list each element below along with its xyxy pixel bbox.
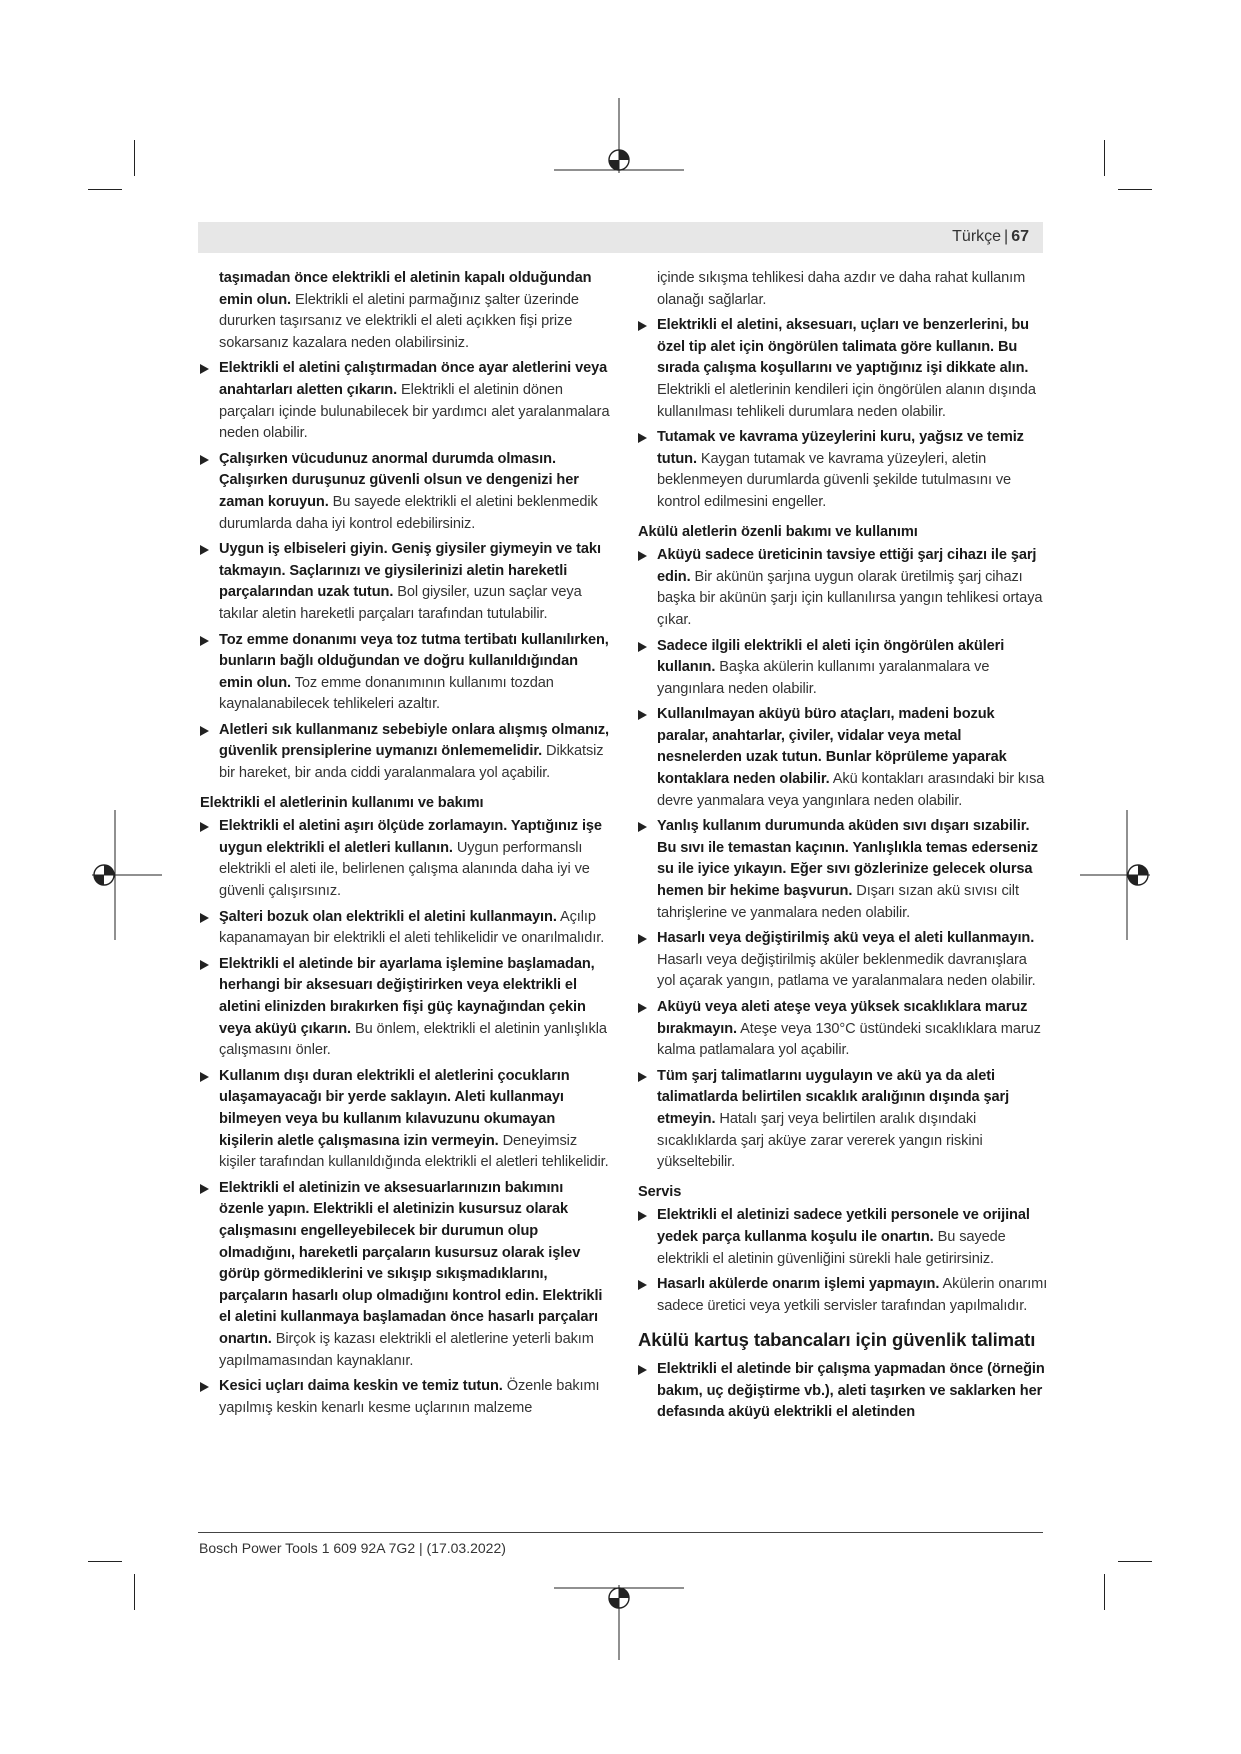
body-text: Dikkatsiz bir hareket, bir anda ciddi yaralanmalara yol açabilir.: [219, 743, 604, 782]
crop-mark: [1104, 1574, 1105, 1610]
safety-item: [638, 997, 1048, 1062]
header-language: Türkçe: [952, 228, 1002, 245]
bullet-arrow-icon: [638, 433, 647, 443]
bold-text: Sadece ilgili elektrikli el aleti için öngörülen aküleri kullanın.: [657, 637, 1005, 676]
body-text: Akülerin onarımı sadece üretici veya yetkili servisler tarafından yapılmalıdır.: [657, 1276, 1048, 1314]
bold-text: Kullanılmayan aküyü büro ataçları, madeni bozuk paralar, anahtarlar, çiviler, vidalar veya metal nesnelerden uzak tutun. Bunlar köprüleme yaparak kontaklara neden olabilir.: [657, 706, 1007, 788]
bold-text: Elektrikli el aletinde bir ayarlama işlemine başlamadan, herhangi bir aksesuarı değiştirirken veya elektrikli el aletini elinizden bırakırken fişi güç kaynağından çekin veya aküyü çıkarın.: [219, 955, 595, 1037]
right-column: [638, 268, 1048, 1428]
safety-list: [200, 816, 610, 1419]
safety-item: [638, 704, 1048, 812]
bold-text: Aletleri sık kullanmanız sebebiyle onlara alışmış olmanız, güvenlik prensiplerine uymanızı önlememelidir.: [219, 721, 610, 760]
bullet-arrow-icon: [200, 455, 209, 465]
body-text: Toz emme donanımının kullanımı tozdan kaynalanabilecek tehlikeleri azaltır.: [219, 674, 554, 713]
body-text: Açılıp kapanamayan bir elektrikli el aleti tehlikelidir ve onarılmalıdır.: [219, 908, 605, 947]
safety-item: [200, 1066, 610, 1174]
bullet-arrow-icon: [638, 1003, 647, 1013]
left-column: [200, 268, 610, 1423]
body-text: Akü kontakları arasındaki bir kısa devre yanmalara veya yangınlara neden olabilir.: [657, 771, 1045, 809]
body-text: Elektrikli el aletlerinin kendileri için öngörülen alanın dışında kullanılması tehlikeli durumlara neden olabilir.: [657, 381, 1036, 420]
safety-item: [638, 928, 1048, 993]
safety-list: [638, 1359, 1048, 1424]
body-text: Elektrikli el aletinin dönen parçaları içinde bulunabilecek bir yardımcı alet yaralanmalara neden olabilir.: [219, 381, 610, 442]
section-heading: Servis: [638, 1183, 682, 1200]
bold-text: Aküyü veya aleti ateşe veya yüksek sıcaklıklara maruz bırakmayın.: [657, 999, 1028, 1037]
page-number: 67: [1011, 228, 1029, 245]
body-text: Birçok iş kazası elektrikli el aletlerine yeterli bakım yapılmamasından kaynaklanır.: [219, 1330, 594, 1369]
safety-item: [638, 1066, 1048, 1174]
safety-list: [638, 315, 1048, 513]
registration-mark-icon: [92, 810, 162, 940]
bullet-arrow-icon: [638, 822, 647, 832]
crop-mark: [134, 140, 135, 176]
safety-item: [200, 1376, 610, 1419]
body-text: içinde sıkışma tehlikesi daha azdır ve daha rahat kullanım olanağı sağlarlar.: [657, 270, 1026, 308]
page-header: [198, 222, 1043, 253]
bold-text: Yanlış kullanım durumunda aküden sıvı dışarı sızabilir. Bu sıvı ile temastan kaçının. Yanlışlıkla temas ederseniz su ile iyice yıkayın. Eğer sıvı gözlerinize gelecek olursa hemen bir hekime başvurun.: [657, 818, 1038, 900]
safety-list: [200, 358, 610, 784]
safety-item: [200, 358, 610, 444]
safety-item: [638, 545, 1048, 631]
crop-mark: [88, 189, 122, 190]
bold-text: Uygun iş elbiseleri giyin. Geniş giysiler giymeyin ve takı takmayın. Saçlarınızı ve giysilerinizi aletin hareketli parçalarından uzak tutun.: [219, 541, 601, 601]
safety-item: [638, 427, 1048, 513]
bold-text: Hasarlı akülerde onarım işlemi yapmayın.: [657, 1276, 940, 1293]
safety-item: [200, 720, 610, 785]
section-heading: Elektrikli el aletlerinin kullanımı ve bakımı: [200, 794, 484, 811]
safety-item: [638, 636, 1048, 701]
bold-text: Toz emme donanımı veya toz tutma tertibatı kullanılırken, bunların bağlı olduğundan ve doğru kullanıldığından emin olun.: [219, 631, 609, 691]
bold-text: Tutamak ve kavrama yüzeylerini kuru, yağsız ve temiz tutun.: [657, 429, 1024, 467]
bullet-arrow-icon: [200, 1184, 209, 1194]
bold-text: Hasarlı veya değiştirilmiş akü veya el aleti kullanmayın.: [657, 930, 1035, 947]
body-text: Bol giysiler, uzun saçlar veya takılar aletin hareketli parçaları tarafından tutulabilir.: [219, 584, 582, 622]
safety-item: [638, 1205, 1048, 1270]
bold-text: Kullanım dışı duran elektrikli el aletlerini çocukların ulaşamayacağı bir yerde saklayın. Aleti kullanmayı bilmeyen veya bu kullanım kılavuzunu okumayan kişilerin aletle çalışmasına izin vermeyin.: [219, 1067, 570, 1149]
section-title: Akülü kartuş tabancaları için güvenlik talimatı: [638, 1329, 1036, 1351]
bold-text: Elektrikli el aletini çalıştırmadan önce ayar aletlerini veya anahtarları aletten çıkarın.: [219, 360, 608, 398]
bold-text: Kesici uçları daima keskin ve temiz tutun.: [219, 1378, 503, 1395]
bullet-arrow-icon: [200, 636, 209, 646]
body-text: Hatalı şarj veya belirtilen aralık dışındaki sıcaklıklarda şarj aküye zarar vererek yangın riskini yükseltebilir.: [657, 1110, 983, 1171]
body-text: Dışarı sızan akü sıvısı cilt tahrişlerine ve yanmalara neden olabilir.: [657, 883, 1019, 921]
bullet-arrow-icon: [200, 913, 209, 923]
bold-text: Aküyü sadece üreticinin tavsiye ettiği şarj cihazı ile şarj edin.: [657, 547, 1037, 585]
bullet-arrow-icon: [638, 551, 647, 561]
body-text: Hasarlı veya değiştirilmiş aküler beklenmedik davranışlara yol açarak yangın, patlama ve yaralanmalara neden olabilir.: [657, 951, 1036, 990]
bullet-arrow-icon: [638, 321, 647, 331]
bullet-arrow-icon: [638, 642, 647, 652]
safety-item: [200, 954, 610, 1062]
bold-text: Elektrikli el aletini, aksesuarı, uçları ve benzerlerini, bu özel tip alet için öngörülen talimata göre kullanın. Bu sırada çalışma koşullarını ve yaptığınız işi dikkate alın.: [657, 317, 1029, 377]
crop-mark: [1104, 140, 1105, 176]
bold-text: Elektrikli el aletinizin ve aksesuarlarınızın bakımını özenle yapın. Elektrikli el aletinizin kusursuz olarak çalışmasını engelleyebilecek bir durumun olup olmadığını, hareketli parçaların kusursuz olarak işlev görüp görmediklerini ve sıkışıp sıkışmadıklarını, parçaların hasarlı olup olmadığını kontrol edin. Elektrikli el aletini kullanmaya başlamadan önce hasarlı parçaları onartın.: [219, 1179, 603, 1347]
bold-text: Elektrikli el aletinizi sadece yetkili personele ve orijinal yedek parça kullanma koşulu ile onartın.: [657, 1207, 1030, 1245]
body-text: Bu önlem, elektrikli el aletinin yanlışlıkla çalışmasını önler.: [219, 1020, 607, 1059]
safety-item: [200, 630, 610, 716]
bullet-arrow-icon: [200, 364, 209, 374]
body-text: Elektrikli el aletini parmağınız şalter üzerinde dururken taşırsanız ve elektrikli el aleti açıkken fişi prize sokarsanız kazalara neden olabilirsiniz.: [219, 291, 579, 351]
registration-mark-icon: [1080, 810, 1150, 940]
bullet-arrow-icon: [638, 1280, 647, 1290]
crop-mark: [88, 1561, 122, 1562]
body-text: Kaygan tutamak ve kavrama yüzeyleri, aletin beklenmeyen durumlarda güvenli şekilde tutulmasını ve kontrol edilmesini engeller.: [657, 450, 1012, 510]
bullet-arrow-icon: [638, 710, 647, 720]
bullet-arrow-icon: [200, 545, 209, 555]
body-text: Bu sayede elektrikli el aletini beklenmedik durumlarda daha iyi kontrol edebilirsiniz.: [219, 493, 598, 532]
bullet-arrow-icon: [200, 726, 209, 736]
safety-item: [638, 315, 1048, 423]
bullet-arrow-icon: [638, 1365, 647, 1375]
header-text: Türkçe | 67: [952, 228, 1029, 245]
body-text: Bir akünün şarjına uygun olarak üretilmiş şarj cihazı başka bir akünün şarjı için kullanılırsa yangın tehlikesi ortaya çıkar.: [657, 568, 1043, 628]
safety-list: [638, 1205, 1048, 1317]
bold-text: Çalışırken vücudunuz anormal durumda olmasın. Çalışırken duruşunuz güvenli olsun ve dengenizi her zaman koruyun.: [219, 450, 579, 510]
body-text: Başka akülerin kullanımı yaralanmalara ve yangınlara neden olabilir.: [657, 659, 990, 697]
registration-mark-icon: [554, 98, 684, 198]
safety-list: [638, 545, 1048, 1174]
body-text: Bu sayede elektrikli el aletinin güvenliğini sürekli hale getirirsiniz.: [657, 1228, 1006, 1267]
paragraph: [200, 268, 610, 354]
safety-item: [638, 816, 1048, 924]
footer-text: Bosch Power Tools 1 609 92A 7G2 | (17.03.2022): [199, 1540, 506, 1556]
safety-item: [200, 816, 610, 902]
safety-item: [638, 1274, 1048, 1317]
body-text: Ateşe veya 130°C üstündeki sıcaklıklara maruz kalma patlamalara yol açabilir.: [657, 1020, 1041, 1059]
body-text: Uygun performanslı elektrikli el aleti ile, belirlenen çalışma alanında daha iyi ve güvenli çalışırsınız.: [219, 839, 590, 900]
bullet-arrow-icon: [638, 934, 647, 944]
crop-mark: [134, 1574, 135, 1610]
safety-item: [200, 907, 610, 950]
bold-text: Şalteri bozuk olan elektrikli el aletini kullanmayın.: [219, 908, 557, 925]
safety-item: [200, 1178, 610, 1372]
safety-item: [200, 539, 610, 625]
bullet-arrow-icon: [200, 1072, 209, 1082]
bullet-arrow-icon: [200, 960, 209, 970]
bold-text: taşımadan önce elektrikli el aletinin kapalı olduğundan emin olun.: [219, 270, 592, 308]
body-text: Özenle bakımı yapılmış keskin kenarlı kesme uçlarının malzeme: [219, 1378, 600, 1416]
bold-text: Elektrikli el aletinde bir çalışma yapmadan önce (örneğin bakım, uç değiştirme vb.), aleti taşırken ve saklarken her defasında aküyü elektrikli el aletinden: [657, 1360, 1045, 1421]
bullet-arrow-icon: [200, 822, 209, 832]
body-text: Deneyimsiz kişiler tarafından kullanıldığında elektrikli el aletleri tehlikelidir.: [219, 1132, 609, 1171]
safety-item: [638, 1359, 1048, 1424]
bold-text: Elektrikli el aletini aşırı ölçüde zorlamayın. Yaptığınız işe uygun elektrikli el aletleri kullanın.: [219, 818, 602, 856]
crop-mark: [1118, 189, 1152, 190]
bullet-arrow-icon: [638, 1211, 647, 1221]
footer-rule: [198, 1532, 1043, 1533]
registration-mark-icon: [554, 1560, 684, 1660]
bold-text: Tüm şarj talimatlarını uygulayın ve akü ya da aleti talimatlarda belirtilen sıcaklık aralığının dışında şarj etmeyin.: [657, 1067, 1010, 1127]
crop-mark: [1118, 1561, 1152, 1562]
section-heading: Akülü aletlerin özenli bakımı ve kullanımı: [638, 523, 918, 540]
bullet-arrow-icon: [638, 1072, 647, 1082]
safety-item: [200, 449, 610, 535]
paragraph: [638, 268, 1048, 311]
bullet-arrow-icon: [200, 1382, 209, 1392]
